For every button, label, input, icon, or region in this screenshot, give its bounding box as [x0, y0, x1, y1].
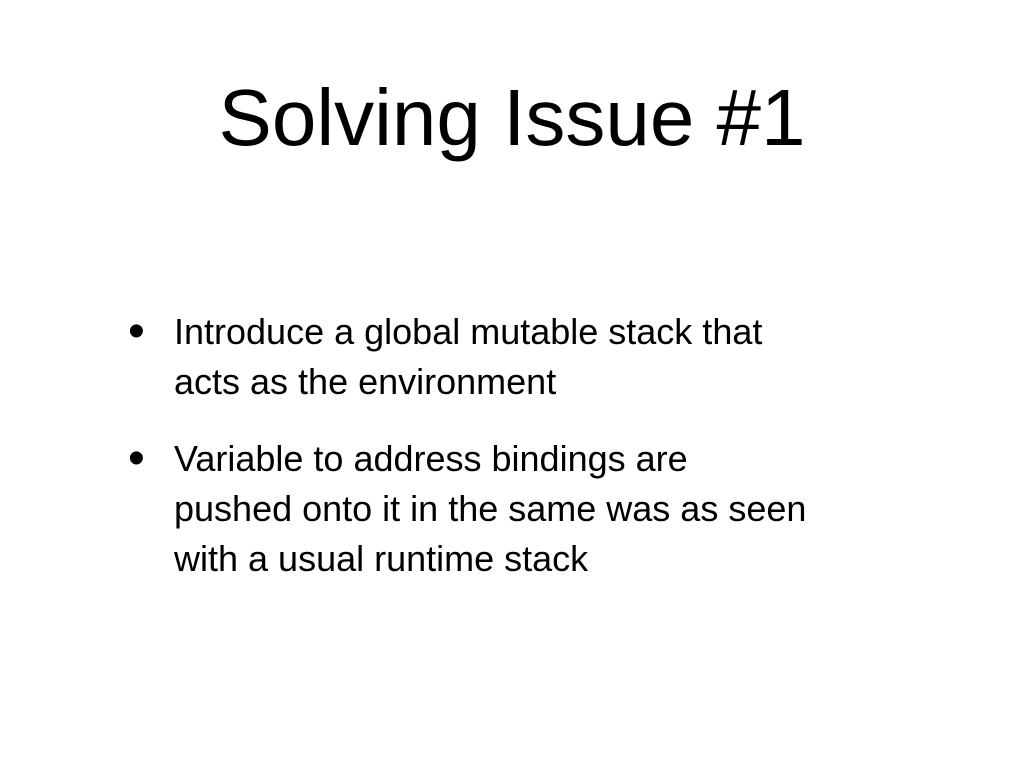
bullet-line: Introduce a global mutable stack that: [174, 311, 763, 352]
bullet-marker: •: [128, 432, 145, 485]
bullet-line: pushed onto it in the same was as seen: [174, 488, 807, 529]
bullet-item: [128, 307, 928, 407]
bullet-item: [128, 434, 928, 584]
slide-title: Solving Issue #1: [218, 73, 806, 162]
bullet-line: with a usual runtime stack: [174, 538, 589, 579]
bullet-text: [174, 307, 924, 407]
bullet-marker: •: [128, 305, 145, 358]
bullet-list: [128, 307, 928, 611]
bullet-text: [174, 434, 924, 584]
bullet-line: Variable to address bindings are: [174, 438, 688, 479]
bullet-line: acts as the environment: [174, 361, 557, 402]
